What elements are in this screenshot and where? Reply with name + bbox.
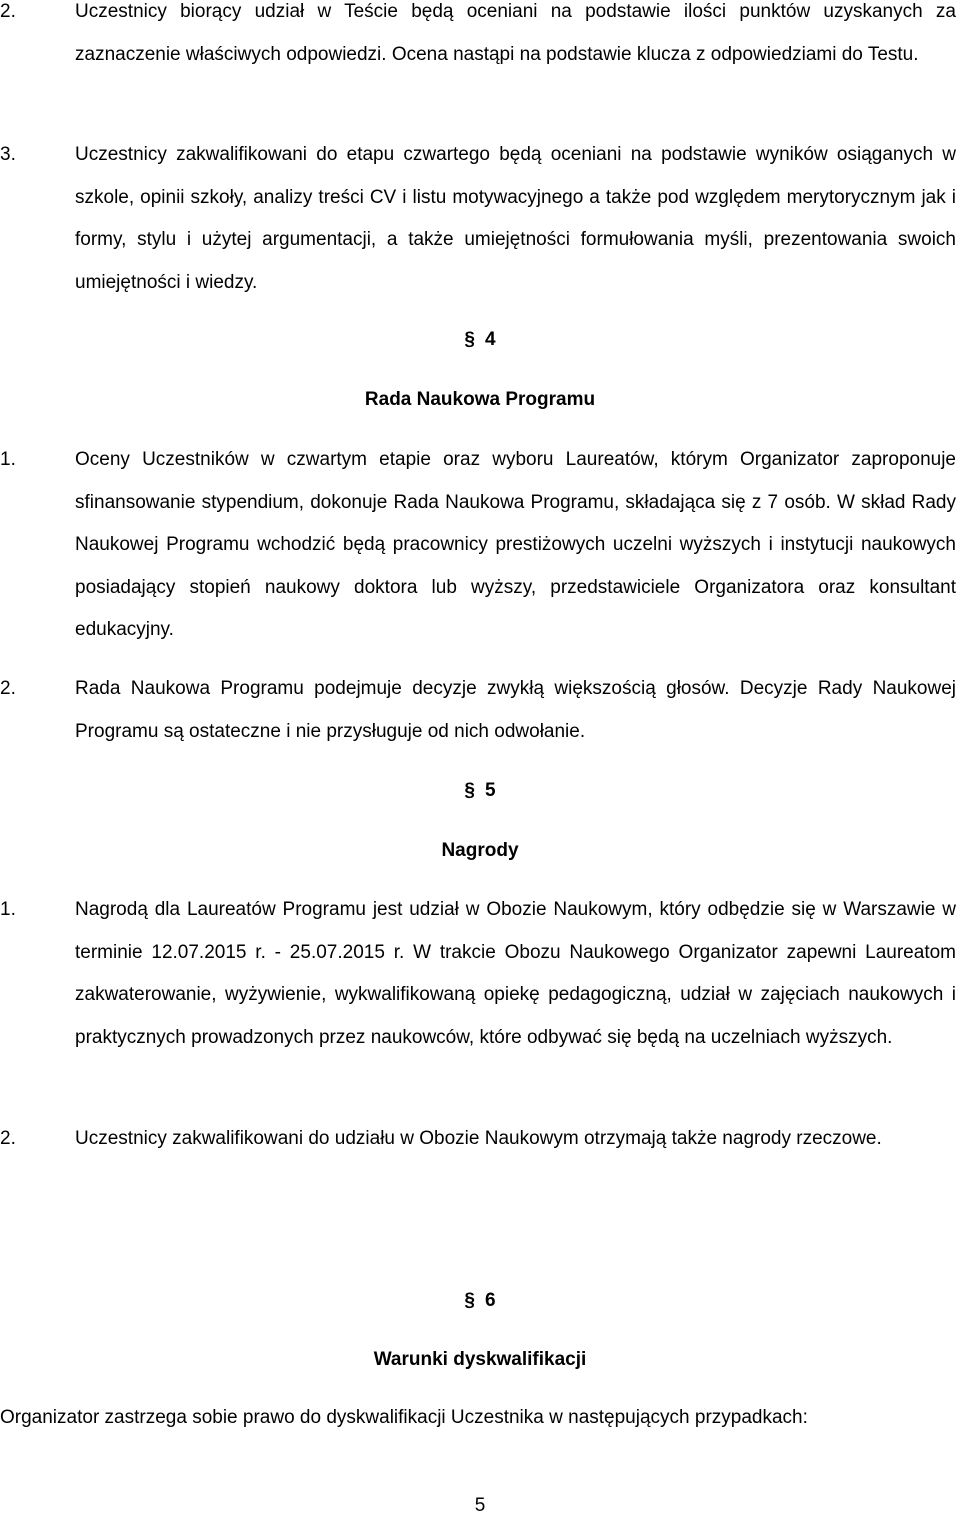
section-4-title: Rada Naukowa Programu — [364, 389, 596, 410]
section-5-number-heading — [0, 780, 960, 802]
list-item-number: 2. — [0, 678, 16, 699]
list-item — [0, 889, 956, 1059]
section-number: 5 — [485, 780, 496, 801]
section-sign: § — [464, 329, 475, 350]
section-number: 4 — [485, 329, 496, 350]
section-4-number-heading — [0, 329, 960, 351]
list-item-text: Oceny Uczestników w czwartym etapie oraz wyboru Laureatów, którym Organizator zaproponuje sfinansowanie stypendium, dokonuje Rada Naukowa Programu, składająca się z 7 osób. W skład Rady Naukowej Programu wchodzić będą pracownicy prestiżowych uczelni wyższych i instytucji naukowych posiadający stopień naukowy doktora lub wyższy, przedstawiciele Organizatora oraz konsultant edukacyjny. — [75, 449, 956, 640]
list-item — [0, 1118, 956, 1161]
list-item-number: 2. — [0, 1128, 16, 1149]
list-item — [0, 0, 956, 76]
section-sign: § — [464, 780, 475, 801]
list-item-text: Rada Naukowa Programu podejmuje decyzje zwykłą większością głosów. Decyzje Rady Naukowej Programu są ostateczne i nie przysługuje od nich odwołanie. — [75, 678, 956, 742]
list-item-text: Nagrodą dla Laureatów Programu jest udział w Obozie Naukowym, który odbędzie się w Warszawie w terminie 12.07.2015 r. - 25.07.2015 r. W trakcie Obozu Naukowego Organizator zapewni Laureatom zakwaterowanie, wyżywienie, wykwalifikowaną opiekę pedagogiczną, udział w zajęciach naukowych i praktycznych prowadzonych przez naukowców, które odbywać się będą na uczelniach wyższych. — [75, 899, 956, 1048]
section-number: 6 — [485, 1290, 496, 1311]
list-item-number: 1. — [0, 449, 16, 470]
section-5-title: Nagrody — [441, 840, 519, 861]
list-item-text: Uczestnicy biorący udział w Teście będą oceniani na podstawie ilości punktów uzyskanych za zaznaczenie właściwych odpowiedzi. Ocena nastąpi na podstawie klucza z odpowiedziami do Testu. — [75, 1, 956, 65]
list-item-text: Uczestnicy zakwalifikowani do udziału w Obozie Naukowym otrzymają także nagrody rzeczowe. — [75, 1128, 882, 1149]
section-6-title: Warunki dyskwalifikacji — [373, 1349, 587, 1370]
list-item — [0, 439, 956, 652]
list-item-text: Uczestnicy zakwalifikowani do etapu czwartego będą oceniani na podstawie wyników osiąganych w szkole, opinii szkoły, analizy treści CV i listu motywacyjnego a także pod względem merytorycznym jak i formy, stylu i użytej argumentacji, a także umiejętności formułowania myśli, prezentowania swoich umiejętności i wiedzy. — [75, 144, 956, 293]
section-6-intro: Organizator zastrzega sobie prawo do dyskwalifikacji Uczestnika w następujących przypadkach: — [0, 1407, 808, 1428]
list-item — [0, 668, 956, 753]
page-number: 5 — [474, 1495, 486, 1516]
list-item — [0, 134, 956, 304]
list-item-number: 1. — [0, 899, 16, 920]
section-sign: § — [464, 1290, 475, 1311]
list-item-number: 3. — [0, 144, 16, 165]
section-6-number-heading — [0, 1290, 960, 1312]
list-item-number: 2. — [0, 1, 16, 22]
